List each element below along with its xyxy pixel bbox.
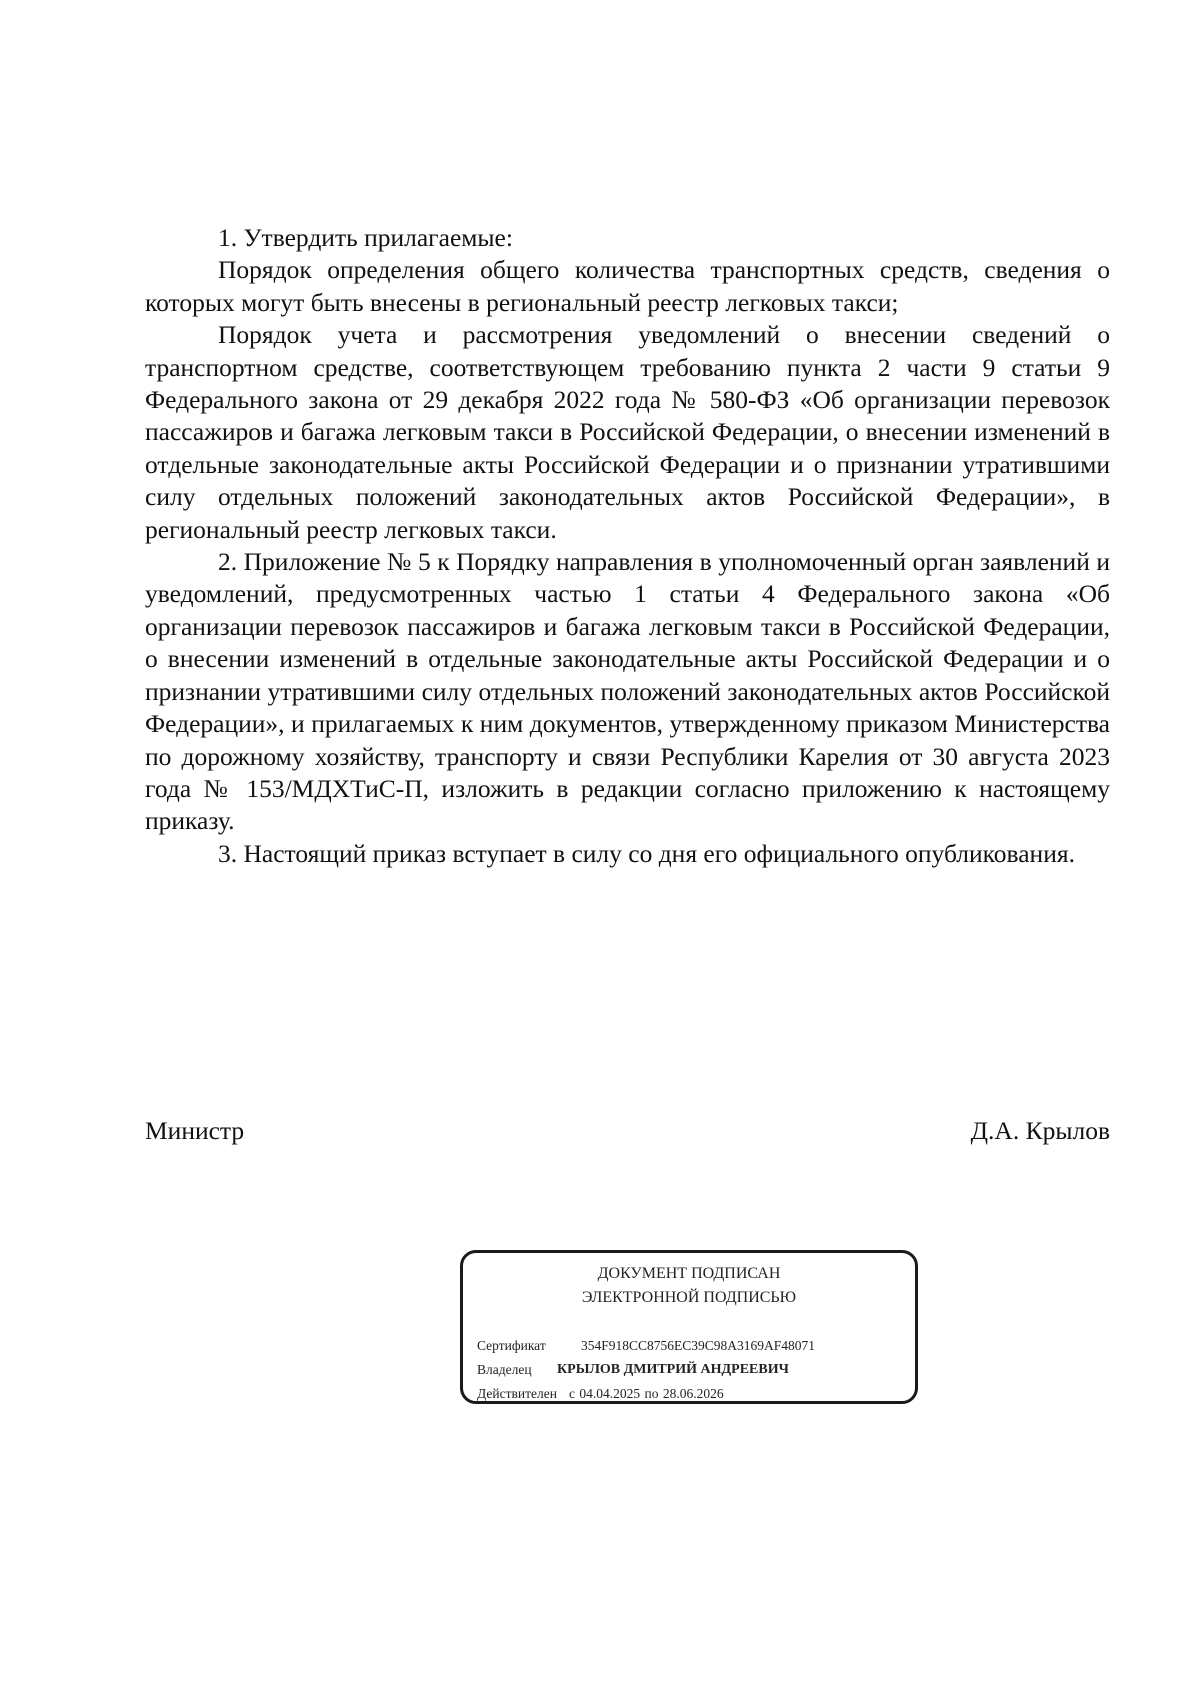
electronic-signature-stamp: [460, 1250, 918, 1404]
paragraph-3: Порядок учета и рассмотрения уведомлений о внесении сведений о транспортном средстве, соответствующем требованию пункта 2 части 9 статьи 9 Федерального закона от 29 декабря 2022 года № 580-ФЗ «Об организации перевозок пассажиров и багажа легковым такси в Российской Федерации, о внесении изменений в отдельные законодательные акты Российской Федерации и о признании утратившими силу отдельных положений законодательных актов Российской Федерации», в региональный реестр легковых такси.: [145, 320, 1110, 544]
paragraph-1: 1. Утвердить прилагаемые:: [218, 223, 513, 252]
stamp-row-validity: [477, 1382, 815, 1406]
stamp-row-owner: [477, 1358, 815, 1382]
signer-position: Министр: [145, 1116, 245, 1145]
document-body: [145, 222, 1110, 870]
signer-name: Д.А. Крылов: [970, 1116, 1110, 1145]
stamp-title: [463, 1262, 915, 1310]
paragraph-2: Порядок определения общего количества транспортных средств, сведения о которых могут быть внесены в региональный реестр легковых такси;: [145, 255, 1110, 317]
stamp-details: [477, 1334, 815, 1406]
validity-label: Действителен: [477, 1386, 557, 1401]
paragraph-5: 3. Настоящий приказ вступает в силу со дня его официального опубликования.: [218, 838, 1075, 868]
owner-label: Владелец: [477, 1362, 532, 1377]
paragraph-4: 2. Приложение № 5 к Порядку направления в уполномоченный орган заявлений и уведомлений, предусмотренных частью 1 статьи 4 Федерального закона «Об организации перевозок пассажиров и багажа легковым такси в Российской Федерации, о внесении изменений в отдельные законодательные акты Российской Федерации и о признании утратившими силу отдельных положений законодательных актов Российской Федерации», и прилагаемых к ним документов, утвержденному приказом Министерства по дорожному хозяйству, транспорту и связи Республики Карелия от 30 августа 2023 года № 153/МДХТиС-П, изложить в редакции согласно приложению к настоящему приказу.: [145, 547, 1110, 836]
certificate-value: 354F918CC8756EC39C98A3169AF48071: [581, 1338, 816, 1353]
validity-value: с 04.04.2025 по 28.06.2026: [569, 1386, 724, 1401]
owner-value: КРЫЛОВ ДМИТРИЙ АНДРЕЕВИЧ: [557, 1362, 789, 1377]
certificate-label: Сертификат: [477, 1338, 546, 1353]
stamp-title-line-2: ЭЛЕКТРОННОЙ ПОДПИСЬЮ: [581, 1289, 797, 1306]
stamp-title-line-1: ДОКУМЕНТ ПОДПИСАН: [597, 1265, 781, 1282]
signature-block: [145, 1115, 1110, 1147]
stamp-row-certificate: [477, 1334, 815, 1358]
